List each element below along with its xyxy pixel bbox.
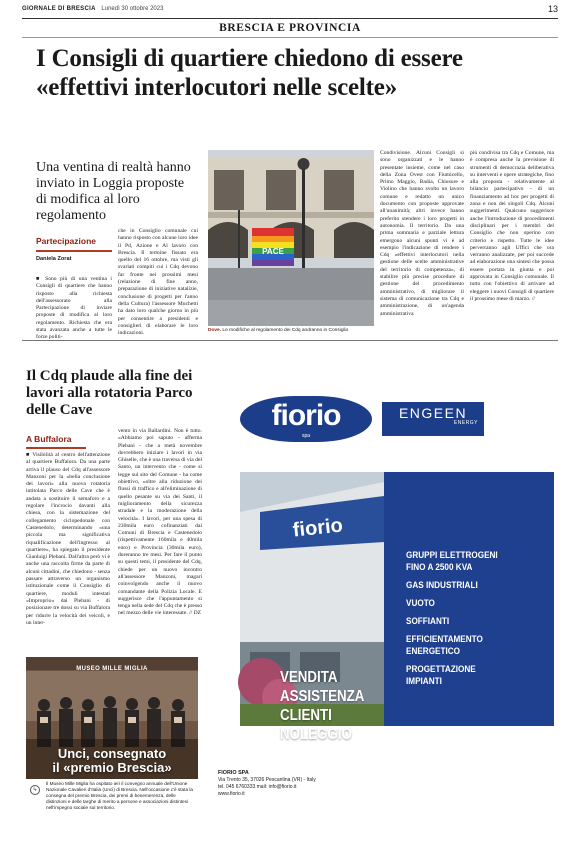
article-kicker: A Buffalora: [26, 434, 72, 444]
section-title: BRESCIA E PROVINCIA: [219, 22, 361, 34]
ad-address: Via Trento 35, 37026 Pescantina (VR) - Italy: [218, 777, 316, 783]
fiorio-logo-sub: spa: [301, 433, 311, 439]
service-item: VUOTO: [406, 598, 435, 609]
headline-line: I Consigli di quartiere chiedono di essere: [36, 45, 463, 72]
engeen-logo: [382, 402, 484, 436]
article-column: Condivisione. Alcuni Consigli si sono organizzati e le hanno presentate insieme, come nel caso della Zona Ovest con Fiumicello, Primo Maggio, Badia, Chiusure e Violino che hanno svolto un lavoro comune e redatto un unico documento con proposte approvate all'unanimità; altri invece hanno preferito stendere i loro progetti in autonomia. Il territorio. Da una prima sommaria e parziale lettura emergono alcuni spunti vi è ad esempio l'indicazione di rendere i Cdq «effettivi interlocutori nella gestione delle scelte amministrative del territorio di competenza», di stabilire più precise procedure di gestione del procedimento amministrativo, di migliorare il sistema di comunicazione tra Cdq e amministrazione, di un'agenda amministrativa: [380, 150, 464, 317]
service-item: GRUPPI ELETTROGENI: [406, 550, 498, 561]
ad-building-photo: [240, 472, 384, 743]
photo-caption: [208, 328, 374, 334]
building-sign-text: fiorio: [291, 514, 344, 542]
article-column: ■ Visibilità al centro dell'attenzione al quartiere Buffalora. Da una parte arriva il plauso del Cdq all'assessore Manzoni per la «bella conclusione dei lavori» alla nuova rotatoria intitolata Parco delle Cave che è andata a sostituire il semaforo e a regolare l'incrocio davanti alla chiesa, con la sistemazione del collegamento ciclopedonale con Castenedolo, determinando «una piccola ma significativa riqualificazione dell'ingresso al quartiere», ha spiegato il presidente Gianluigi Plebani. Dall'altra però vi è anche una raccolta firme da parte di alcuni cittadini, che chiedono - senza passare attraverso un organismo istituzionale come il Consiglio di quartiere, moduli intestati «Improprio» dai Plebani - di posizionare tre dossi su via Buffalora per ridurre la velocità dei veicoli, e un inter-: [26, 452, 110, 626]
article-byline: Daniela Zorat: [36, 256, 72, 262]
photo-caption-lead: Dove.: [208, 328, 222, 333]
divider: [22, 37, 558, 38]
ad-contact-block: [218, 770, 316, 798]
flag-peace-label: PACE: [262, 247, 284, 256]
service-item: FINO A 2500 KVA: [406, 562, 473, 573]
service-item: PROGETTAZIONE: [406, 664, 476, 675]
sidebar-tag: [26, 657, 198, 670]
ad-services-panel: [384, 472, 554, 726]
service-item: ENERGETICO: [406, 646, 461, 657]
photo-caption-text: Le modifiche al regolamento dei Cdq andranno in Consiglio: [222, 328, 349, 333]
issue-date: Lunedì 30 ottobre 2023: [101, 6, 164, 12]
article-column: che in Consiglio comunale cui hanno risposto con alcune loro idee il Pd, Azione e Al lavoro con Brescia. Il termine fissato era quello del 16 ottobre, ma visti gli svariati compiti cui i Cdq devono far fronte nei prossimi mesi (relazione di fine anno, preparazione di iniziative natalizie, conclusione di progetti per l'anno della Cultura) l'assessore Muchetti ha dato loro qualche giorno in più per consentire a presidenti e consiglieri di elaborare le loro indicazioni.: [118, 228, 198, 337]
ad-website: www.fiorio.it: [218, 791, 245, 797]
sidebar-caption-text: Il Museo Mille Miglia ha ospitato ieri il convegno annuale dell'Unione Nazionale Cavalieri d'Italia (Unci) di Brescia. Nell'occasione c'è stata la consegna del premio Brescia, dei premi di benemerenza, delle distinzioni e delle targhe di merito a persone e associazioni distintesi nell'impegno sociale sul territorio.: [46, 781, 194, 810]
service-item: GAS INDUSTRIALI: [406, 580, 478, 591]
engeen-logo-text: ENGEEN: [398, 405, 468, 421]
article-kicker: Partecipazione: [36, 236, 96, 246]
sidebar-title-line: il «premio Brescia»: [52, 760, 172, 775]
service-item: IMPIANTI: [406, 676, 442, 687]
loggia-photo-illustration: [208, 150, 374, 326]
ad-slogan: [280, 668, 364, 744]
fiorio-logo-text: fiorio: [271, 399, 341, 432]
divider: [22, 18, 558, 19]
article-headline: [36, 44, 546, 102]
sidebar-caption: [26, 779, 198, 815]
slogan-line: NOLEGGIO: [280, 726, 352, 743]
sidebar-title: [26, 747, 198, 775]
article-column: ■ Sono più di una ventina i Consigli di quartiere che hanno risposto alla richiesta dell'assessorato alla Partecipazione di inviare proposte di modifica al loro regolamento. Richiesta che era stata avanzata anche a tutte le forze politi-: [36, 276, 112, 341]
service-item: EFFICIENTAMENTO: [406, 634, 483, 645]
article-subhead: Una ventina di realtà hanno inviato in Loggia proposte di modifica al loro regolamento: [36, 160, 191, 223]
arrow-icon: ↳: [30, 785, 40, 795]
ad-contacts: tel. 045 6760333 mail: info@fiorio.it: [218, 784, 297, 790]
divider: [22, 340, 558, 341]
article-column: vento in via Ballardini. Non è tutto. «Abbiamo poi saputo - afferma Plebani - che a metà novembre dovrebbero iniziare i lavori in via Ghiselle, che è una traversa di via del Santo, un intervento che - come si legge sul sito del Comune - ha come obiettivo, «oltre alla riduzione dei flussi di traffico e all'eliminazione di quello pesante su via dei Santi, il miglioramento della sicurezza stradale e la moderazione della velocità». I lavori, per una spesa di 230mila euro cofinanziati dai Comuni di Brescia e Castenedolo (rispettivamente 160mila e 40mila euro) e Provincia (30mila euro), dureranno tre mesi. Per fare il punto su questi temi, il presidente del Cdq, chiede per un nuovo incontro all'assessore Manzoni, magari coinvolgendo anche il nuovo comandante della Polizia Locale. E suggerisce che l'appuntamento si tenga nella sede del Cdq che è presso nel mezzo delle vie interessate. // DZ: [118, 428, 202, 617]
sidebar-tag-label: MUSEO MILLE MIGLIA: [76, 666, 148, 672]
kicker-underline: [36, 250, 112, 252]
newspaper-name: GIORNALE DI BRESCIA: [22, 6, 96, 12]
fiorio-logo: [240, 396, 372, 442]
service-item: SOFFIANTI: [406, 616, 450, 627]
slogan-line: CLIENTI: [280, 707, 332, 724]
article-photo: [208, 150, 374, 326]
engeen-logo-sub: ENERGY: [453, 420, 478, 426]
article-column: più condivisa tra Cdq e Comune, ma è compresa anche la previsione di strumenti di democrazia deliberativa su interventi e opere strategiche, fino alla proposta - relativamente al bilancio partecipativo - di un finanziamento ad hoc per progetti di zona e non dei singoli Cdq. Alcuni suggerimenti. Qualcuno suggerisce anche l'introduzione di procedimenti disciplinari per i membri del Consiglio che non operino con criterio e rispetto. Tutte le idee perverranno agli Uffici che ora verranno analizzate, per poi succede ad elaborazione una sintesi che possa essere portata in giunta e poi approvata in Consiglio comunale. Il tutto con l'obiettivo di arrivare ad eleggere i nuovi Consigli di quartiere il prossimo mese di marzo. //: [470, 150, 554, 302]
sidebar-photo: [26, 657, 198, 779]
sidebar-title-line: Unci, consegnato: [57, 746, 167, 761]
slogan-line: VENDITA: [280, 669, 338, 686]
headline-line: «effettivi interlocutori nelle scelte»: [36, 74, 397, 101]
advertisement: [206, 386, 558, 802]
kicker-underline: [26, 447, 86, 449]
article-headline: Il Cdq plaude alla fine dei lavori alla rotatoria Parco delle Cave: [26, 368, 193, 418]
slogan-line: ASSISTENZA: [280, 688, 365, 705]
services-list: [406, 550, 546, 694]
page-number: 13: [547, 4, 558, 14]
ad-company-name: FIORIO SPA: [218, 770, 249, 776]
